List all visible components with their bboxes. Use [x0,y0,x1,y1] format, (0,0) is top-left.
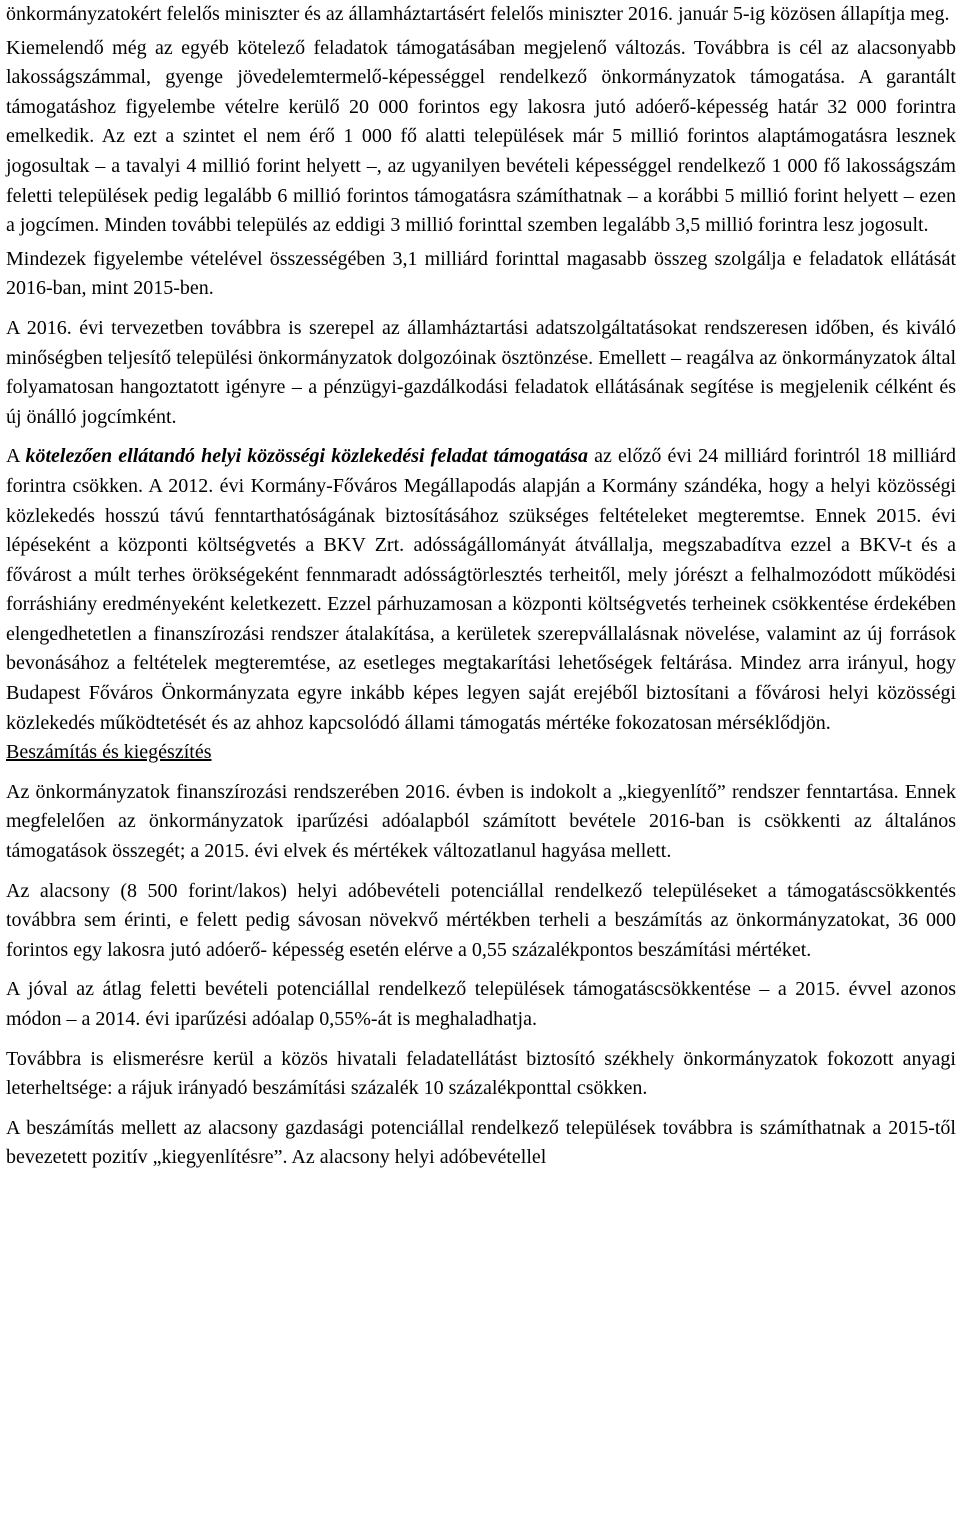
document-page [6,0,956,1173]
paragraph-data-reporting-incentive: A 2016. évi tervezetben továbbra is szerepel az államháztartási adatszolgáltatásokat rendszeresen időben, és kiváló minőségben teljesítő települési önkormányzatok dolgozóinak ösztönzése. Emellett – reagálva az önkormányzatok által folyamatosan hangoztatott igényre – a pénzügyi-gazdálkodási feladatok ellátásának segítése is megjelenik célként és új önálló jogcímként. [6,316,956,428]
paragraph-summary-increase: Mindezek figyelembe vételével összességében 3,1 milliárd forinttal magasabb összeg szolgálja e feladatok ellátását 2016-ban, mint 2015-ben. [6,247,956,300]
paragraph-public-transport-rest: az előző évi 24 milliárd forintról 18 milliárd forintra csökken. A 2012. évi Kormány-Főváros Megállapodás alapján a Kormány szándéka, hogy a helyi közösségi közlekedés hosszú távú fenntarthatóságának biztosításához szükséges feltételeket megteremtse. Ennek 2015. évi lépéseként a központi költségvetés a BKV Zrt. adósságállományát átvállalja, megszabadítva ezzel a BKV-t és a fővárost a múlt terhes örökségeként fennmaradt adósságtörlesztés terheitől, mely jórészt a felhalmozódott működési forráshiány eredményeként keletkezett. Ezzel párhuzamosan a központi költségvetés terheinek csökkentése érdekében elengedhetetlen a finanszírozási rendszer átalakítása, a kerületek szerepvállalásnak növelése, valamint az új források bevonásához a feltételek megteremtése, az esetleges megtakarítási lehetőségek feltárása. Mindez arra irányul, hogy Budapest Főváros Önkormányzata egyre inkább képes legyen saját erejéből biztosítani a fővárosi helyi közösségi közlekedés működtetését és az ahhoz kapcsolódó állami támogatás mértéke fokozatosan mérséklődjön. [6,445,956,734]
paragraph-intro-continuation: önkormányzatokért felelős miniszter és az államháztartásért felelős miniszter 2016. január 5-ig közösen állapítja meg. [6,3,950,25]
paragraph-public-transport-start: A [6,445,26,468]
public-transport-emphasis: kötelezően ellátandó helyi közösségi közlekedési feladat támogatása [25,445,588,468]
paragraph-low-tax-potential: Az alacsony (8 500 forint/lakos) helyi adóbevételi potenciállal rendelkező településeket a támogatáscsökkentés továbbra sem érinti, e felett pedig sávosan növekvő mértékben terheli a beszámítás az önkormányzatokat, 36 000 forintos egy lakosra jutó adóerő- képesség esetén elérve a 0,55 százalékpontos beszámítási mértéket. [6,879,956,961]
paragraph-mandatory-tasks: Kiemelendő még az egyéb kötelező feladatok támogatásában megjelenő változás. Továbbra is cél az alacsonyabb lakosságszámmal, gyenge jövedelemtermelő-képességgel rendelkező önkormányzatok támogatása. A garantált támogatáshoz figyelembe vételre kerülő 20 000 forintos egy lakosra jutó adóerő-képesség határ 32 000 forintra emelkedik. Az ezt a szintet el nem érő 1 000 fő alatti települések már 5 millió forintos alaptámogatásra lesznek jogosultak – a tavalyi 4 millió forint helyett –, az ugyanilyen bevételi képességgel rendelkező 1 000 fő lakosságszám feletti települések pedig legalább 6 millió forintos támogatásra számíthatnak – a korábbi 5 millió forint helyett – ezen a jogcímen. Minden további település az eddigi 3 millió forinttal szemben legalább 3,5 millió forintra lesz jogosult. [6,36,956,237]
paragraph-public-transport [6,442,956,738]
paragraph-above-average: A jóval az átlag feletti bevételi potenciállal rendelkező települések támogatáscsökkentése – a 2015. évvel azonos módon – a 2014. évi iparűzési adóalap 0,55%-át is meghaladhatja. [6,978,956,1030]
paragraph-equalizing-system: Az önkormányzatok finanszírozási rendszerében 2016. évben is indokolt a „kiegyenlítő” rendszer fenntartása. Ennek megfelelően az önkormányzatok iparűzési adóalapból számított bevétele 2016-ban is csökkenti az általános támogatások összegét; a 2015. évi elvek és mértékek változatlanul hagyása mellett. [6,780,956,863]
paragraph-joint-office: Továbbra is elismerésre kerül a közös hivatali feladatellátást biztosító székhely önkormányzatok fokozott anyagi leterheltsége: a rájuk irányadó beszámítási százalék 10 százalékponttal csökken. [6,1047,956,1100]
paragraph-positive-equalization: A beszámítás mellett az alacsony gazdasági potenciállal rendelkező települések továbbra is számíthatnak a 2015-től bevezetett pozitív „kiegyenlítésre”. Az alacsony helyi adóbevétellel [6,1116,956,1169]
section-heading: Beszámítás és kiegészítés [6,741,212,764]
